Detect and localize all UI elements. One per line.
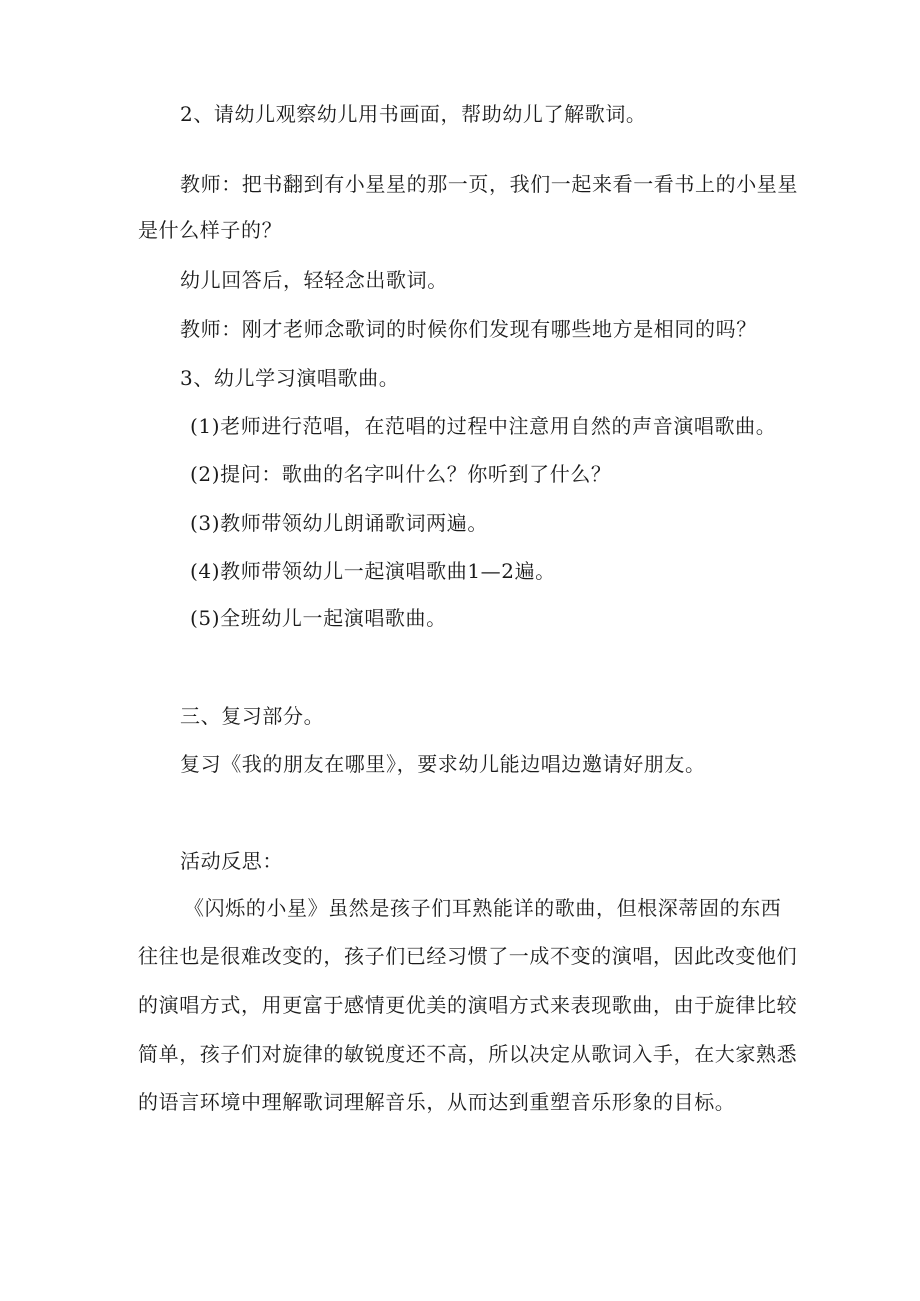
section-review-heading: 三、复习部分。	[180, 704, 325, 728]
reflection-line-1: 《闪烁的小星》虽然是孩子们耳熟能详的歌曲，但根深蒂固的东西	[184, 896, 782, 920]
reflection-line-4: 简单，孩子们对旋律的敏锐度还不高，所以决定从歌词入手，在大家熟悉	[138, 1042, 798, 1066]
review-line: 复习《我的朋友在哪里》，要求幼儿能边唱边邀请好朋友。	[180, 752, 706, 776]
substep-2: (2)提问：歌曲的名字叫什么？你听到了什么？	[190, 462, 612, 486]
reflection-heading: 活动反思：	[180, 849, 283, 873]
substep-1: (1)老师进行范唱，在范唱的过程中注意用自然的声音演唱歌曲。	[190, 414, 777, 438]
reflection-line-5: 的语言环境中理解歌词理解音乐，从而达到重塑音乐形象的目标。	[138, 1090, 736, 1114]
children-answer-line: 幼儿回答后，轻轻念出歌词。	[180, 268, 448, 292]
substep-4: (4)教师带领幼儿一起演唱歌曲1—2遍。	[190, 559, 556, 583]
teacher-question-line: 教师：刚才老师念歌词的时候你们发现有哪些地方是相同的吗？	[180, 317, 757, 341]
teacher-prompt-line-1: 教师：把书翻到有小星星的那一页，我们一起来看一看书上的小星星	[180, 172, 798, 196]
reflection-line-3: 的演唱方式，用更富于感情更优美的演唱方式来表现歌曲，由于旋律比较	[138, 993, 798, 1017]
reflection-line-2: 往往也是很难改变的，孩子们已经习惯了一成不变的演唱，因此改变他们	[138, 944, 798, 968]
substep-3: (3)教师带领幼儿朗诵歌词两遍。	[190, 511, 488, 535]
substep-5: (5)全班幼儿一起演唱歌曲。	[190, 606, 447, 630]
teacher-prompt-line-2: 是什么样子的？	[138, 218, 283, 242]
step-2-heading: 2、请幼儿观察幼儿用书画面，帮助幼儿了解歌词。	[180, 102, 647, 126]
step-3-heading: 3、幼儿学习演唱歌曲。	[180, 366, 400, 390]
